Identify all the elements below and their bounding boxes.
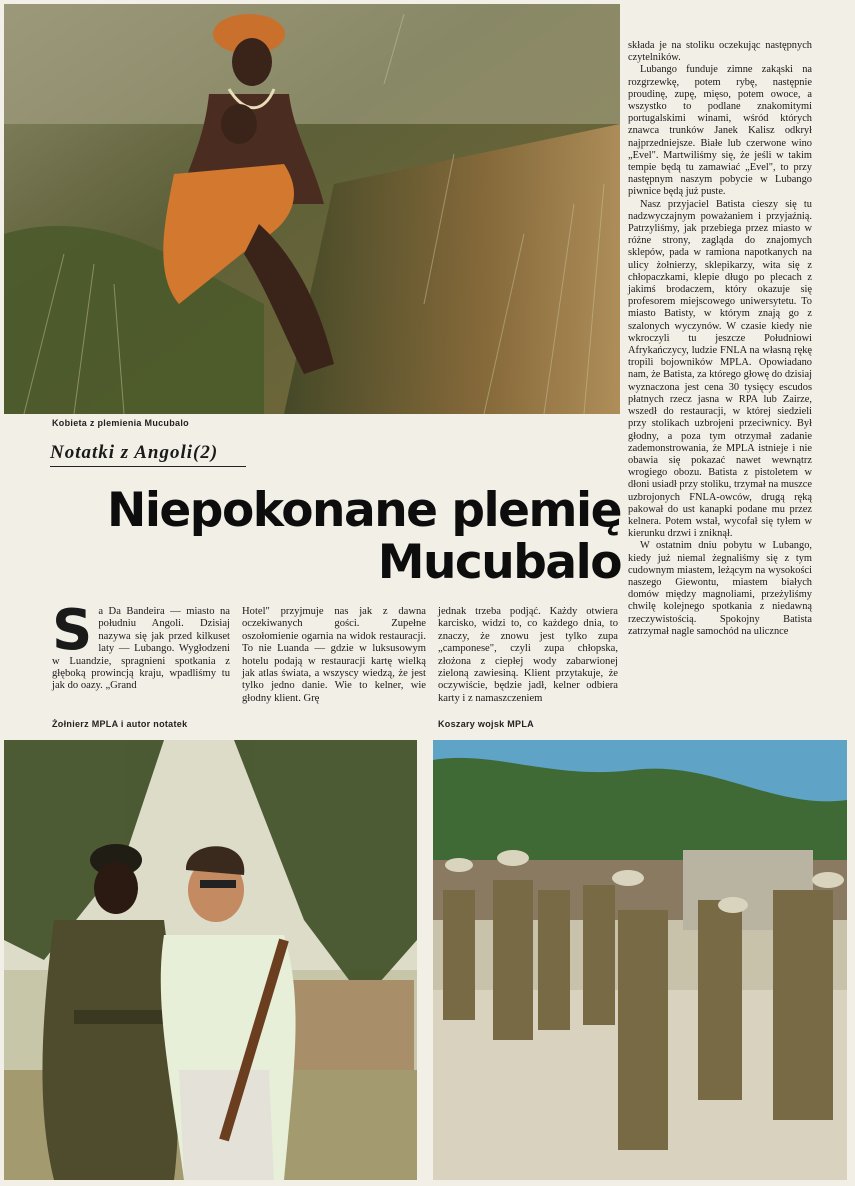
caption-bottom-left: Żołnierz MPLA i autor notatek <box>52 719 188 729</box>
article-column-2-text: Hotel" przyjmuje nas jak z dawna oczekiwanych gości. Zupełne oszołomienie ogarnia na widok restauracji. To nie Luanda — gdzie w luksusowym hotelu podają w restauracji kartę wielką jak atlas świata, a wszyscy wiedzą, że jest tylko jedno danie. Wie to kelner, wie głodny klient. Grę <box>242 606 426 704</box>
right-paragraph-3: Nasz przyjaciel Batista cieszy się tu nadzwyczajnym poważaniem i przyjaźnią. Patrzyliśmy, jak przebiega przez miasto w różne strony, zagląda do znajomych sklepów, pada w ramiona napotkanych na ulicy żołnierzy, sklepikarzy, wita się z chłopaczkami, klepie długo po plecach z jakimś brodaczem, który okazuje się profesorem miejscowego uniwersytetu. To miasto Batisty, w którym znają go z szalonych wyczynów. W czasie kiedy nie wkroczyli tu jeszcze Południowi Afrykańczycy, ludzie FNLA na własną rękę tropili bojowników MPLA. Opowiadano nam, że Batista, za którego głowę do dzisiaj wyznaczona jest cena 30 tysięcy escudos płatnych rzecz jasna w RPA lub Zairze, wszedł do restauracji, w której siedzieli przy stolikach uzbrojeni przeciwnicy. Był głodny, a poza tym otrzymał zadanie zademonstrowania, że MPLA istnieje i nie obawia się pokazać nawet wewnątrz wrogiego obozu. Batista z pistoletem w dłoni usiadł przy stoliku, trzymał na muszce uzbrojonych FNLA-owców, drugą ręką pakował do ust kanapki podane mu przez kelnera. Potem wstał, wycofał się tyłem w kierunku drzwi i zniknął. <box>628 198 812 540</box>
photo-soldier-and-author <box>4 740 417 1180</box>
photo-mpla-barracks <box>433 740 847 1180</box>
drop-cap: S <box>52 598 93 663</box>
photo-mucubalo-woman-image <box>4 4 620 414</box>
caption-top-photo: Kobieta z plemienia Mucubalo <box>52 418 189 428</box>
right-paragraph-4: W ostatnim dniu pobytu w Lubango, kiedy już niemal żegnaliśmy się z tym cudownym miastem, leżącym na wysokości naszego Giewontu, miastem białych domów między magnoliami, przeżyliśmy chwilę kolejnego spotkania z niedawną rzeczywistością. Spokojny Batista zatrzymał nagle samochód na ulicznce <box>628 540 812 637</box>
right-paragraph-1: składa je na stoliku oczekując następnych czytelników. <box>628 40 812 64</box>
headline-line-1: Niepokonane plemię <box>106 483 621 538</box>
article-column-3 <box>438 606 618 705</box>
caption-bottom-right: Koszary wojsk MPLA <box>438 719 534 729</box>
article-column-2 <box>242 606 426 705</box>
article-column-3-text: jednak trzeba podjąć. Każdy otwiera karcisko, widzi to, co każdego dnia, to znaczy, że znowu jest tylko zupa „camponese", czyli zupa chłopska, złożona z ciepłej wody zabarwionej zieloną zawiesiną. Klient przytakuje, że oczywiście, będzie jadł, kelner odbiera karty i z namaszczeniem <box>438 606 618 704</box>
photo-mpla-barracks-image <box>433 740 847 1180</box>
photo-mucubalo-woman <box>4 4 620 414</box>
series-kicker: Notatki z Angoli(2) <box>50 442 219 463</box>
right-paragraph-2: Lubango funduje zimne zakąski na rozgrzewkę, potem rybę, następnie proudinę, zupę, mięso, potem owoce, a wszystko to podlane znakomitymi portugalskimi winami, wśród których znawca trunków Janek Kalisz odkrył najprzedniejsze. Białe lub czerwone wino „Evel". Martwiliśmy się, że jeśli w takim tempie będą tu zamawiać „Evel", to przy następnym naszym pobycie w Lubango piwnice będą już puste. <box>628 64 812 198</box>
kicker-underline <box>50 466 246 467</box>
photo-soldier-and-author-image <box>4 740 417 1180</box>
article-column-1-text: a Da Bandeira — miasto na południu Angoli. Dzisiaj nazywa się jak przed kilkuset laty — Lubango. Wygłodzeni w Luandzie, spragnieni spotkania z głęboką prowincją kraju, wpadliśmy tu jak do oazy. „Grand <box>52 606 230 692</box>
article-column-right <box>628 40 812 638</box>
article-column-1 <box>52 598 230 693</box>
headline-line-2: Mucubalo <box>377 535 621 590</box>
